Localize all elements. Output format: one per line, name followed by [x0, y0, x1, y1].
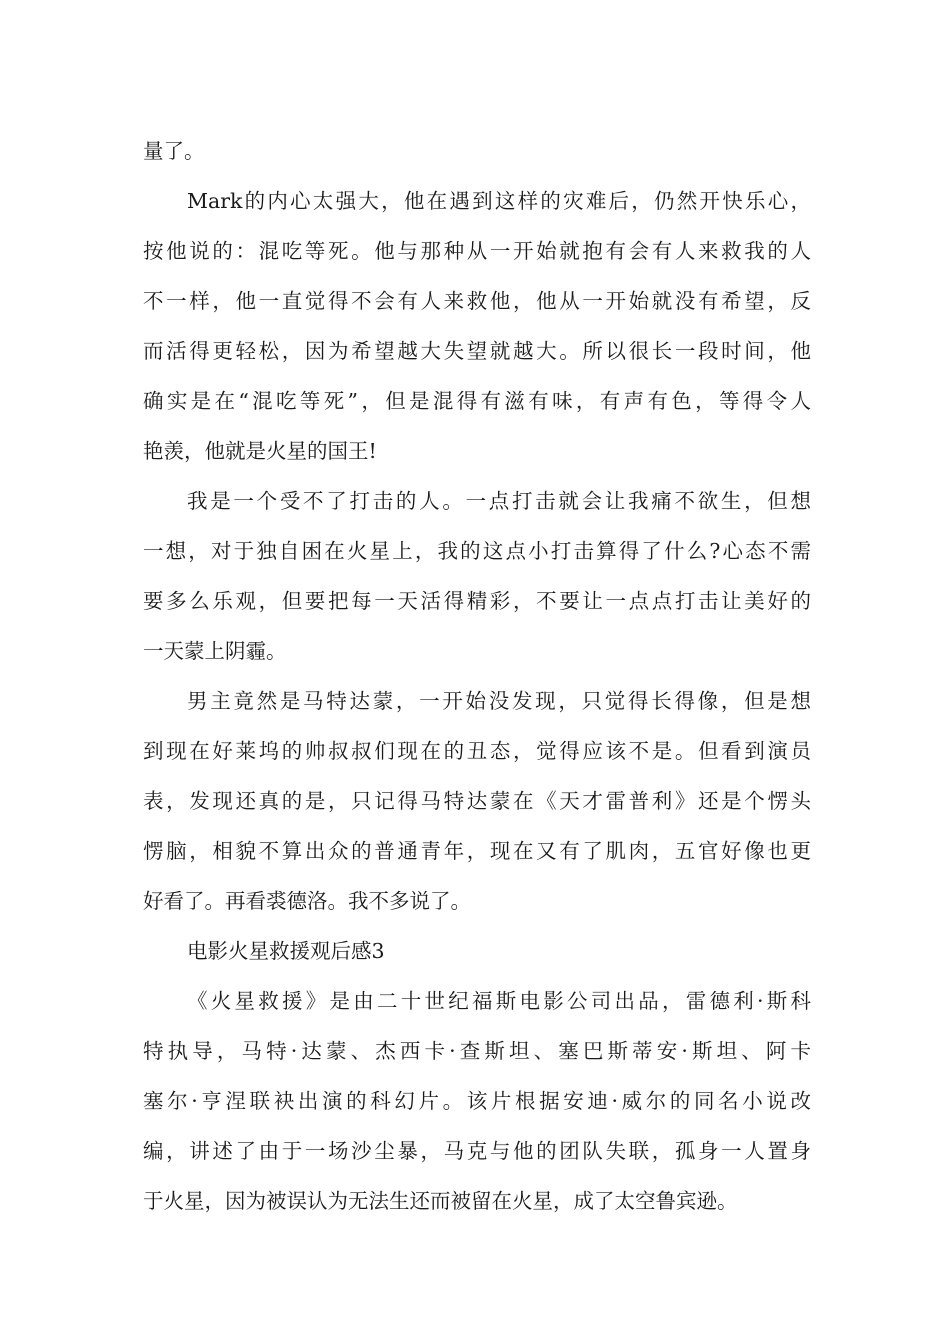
document-page [143, 126, 811, 1226]
text-line: Mark的内心太强大，他在遇到这样的灾难后，仍然开快乐心， [187, 189, 811, 213]
text-line: 塞尔·亨涅联袂出演的科幻片。该片根据安迪·威尔的同名小说改 [143, 1089, 811, 1113]
text-line: 到现在好莱坞的帅叔叔们现在的丑态，觉得应该不是。但看到演员 [143, 739, 811, 763]
paragraph-mark-attitude [143, 176, 811, 476]
paragraph-lead-actor [143, 676, 811, 926]
text-line: 而活得更轻松，因为希望越大失望就越大。所以很长一段时间，他 [143, 339, 811, 363]
section-heading [143, 926, 811, 976]
text-line: 特执导，马特·达蒙、杰西卡·查斯坦、塞巴斯蒂安·斯坦、阿卡 [143, 1039, 811, 1063]
text-line: 一天蒙上阴霾。 [143, 639, 287, 663]
text-line: 确实是在“混吃等死”，但是混得有滋有味，有声有色，等得令人 [143, 389, 811, 413]
text-line: 好看了。再看裘德洛。我不多说了。 [143, 889, 471, 913]
text-line: 按他说的：混吃等死。他与那种从一开始就抱有会有人来救我的人 [143, 239, 811, 263]
text-line: 于火星，因为被误认为无法生还而被留在火星，成了太空鲁宾逊。 [143, 1189, 738, 1213]
text-line: 愣脑，相貌不算出众的普通青年，现在又有了肌肉，五官好像也更 [143, 839, 811, 863]
text-line: 《火星救援》是由二十世纪福斯电影公司出品，雷德利·斯科 [187, 989, 811, 1013]
text-line: 艳羡，他就是火星的国王! [143, 439, 377, 463]
text-line: 量了。 [143, 139, 205, 163]
text-line: 不一样，他一直觉得不会有人来救他，他从一开始就没有希望，反 [143, 289, 811, 313]
paragraph-continuation [143, 126, 811, 176]
section-title: 电影火星救援观后感3 [187, 939, 385, 963]
text-line: 我是一个受不了打击的人。一点打击就会让我痛不欲生，但想 [187, 489, 811, 513]
paragraph-film-intro [143, 976, 811, 1226]
text-line: 一想，对于独自困在火星上，我的这点小打击算得了什么?心态不需 [143, 539, 811, 563]
text-line: 男主竟然是马特达蒙，一开始没发现，只觉得长得像，但是想 [187, 689, 811, 713]
text-line: 表，发现还真的是，只记得马特达蒙在《天才雷普利》还是个愣头 [143, 789, 811, 813]
paragraph-personal-reflection [143, 476, 811, 676]
text-line: 编，讲述了由于一场沙尘暴，马克与他的团队失联，孤身一人置身 [143, 1139, 811, 1163]
text-line: 要多么乐观，但要把每一天活得精彩，不要让一点点打击让美好的 [143, 589, 811, 613]
